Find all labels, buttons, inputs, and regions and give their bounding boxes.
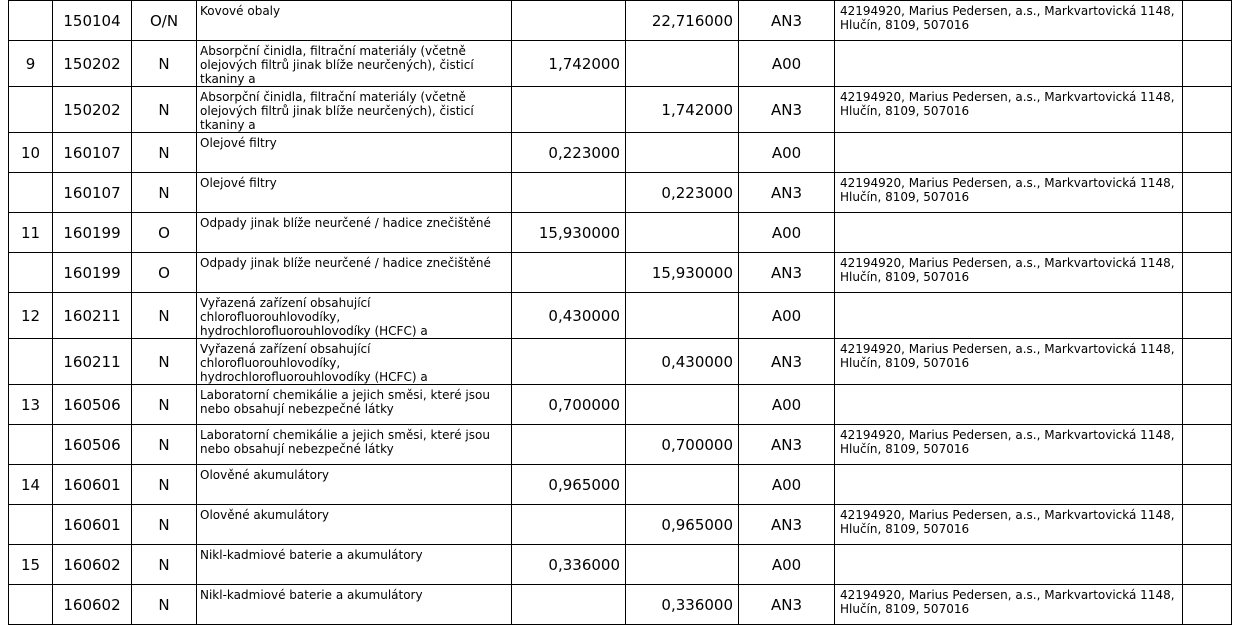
partner-info-cell <box>835 87 1183 133</box>
handling-code: A00 <box>771 395 802 414</box>
waste-code-cell <box>53 465 132 505</box>
waste-category-cell <box>132 41 197 87</box>
waste-code-cell <box>53 425 132 465</box>
quantity-transferred: 0,223000 <box>661 183 733 202</box>
quantity-produced: 0,336000 <box>548 555 620 574</box>
row-number-cell <box>9 87 53 133</box>
quantity-produced-cell <box>512 385 626 425</box>
waste-code-cell <box>53 385 132 425</box>
waste-code-cell <box>53 253 132 293</box>
table-row <box>9 213 1232 253</box>
quantity-produced: 15,930000 <box>538 223 620 242</box>
empty-cell-cell <box>1183 505 1232 545</box>
quantity-transferred: 22,716000 <box>651 11 733 30</box>
empty-cell-cell <box>1183 339 1232 385</box>
quantity-produced: 0,223000 <box>548 143 620 162</box>
waste-name-cell <box>197 41 512 87</box>
quantity-produced-cell <box>512 133 626 173</box>
waste-name: Olejové filtry <box>200 136 277 150</box>
waste-code: 150202 <box>63 100 121 119</box>
waste-name-cell <box>197 385 512 425</box>
handling-code: A00 <box>771 223 802 242</box>
waste-category-cell <box>132 425 197 465</box>
waste-code: 150104 <box>63 11 121 30</box>
quantity-transferred: 0,336000 <box>661 595 733 614</box>
quantity-transferred: 0,430000 <box>661 352 733 371</box>
handling-code-cell <box>739 339 835 385</box>
waste-category-cell <box>132 585 197 625</box>
partner-info: 42194920, Marius Pedersen, a.s., Markvartovická 1148, Hlučín, 8109, 507016 <box>840 342 1175 370</box>
waste-category: N <box>158 183 170 202</box>
handling-code-cell <box>739 213 835 253</box>
waste-name: Odpady jinak blíže neurčené / hadice znečištěné <box>200 216 491 230</box>
waste-code-cell <box>53 293 132 339</box>
row-number: 13 <box>20 395 41 414</box>
waste-category-cell <box>132 385 197 425</box>
quantity-produced-cell <box>512 505 626 545</box>
waste-category: O/N <box>149 11 179 30</box>
quantity-produced: 0,430000 <box>548 306 620 325</box>
waste-category-cell <box>132 253 197 293</box>
partner-info-cell <box>835 1 1183 41</box>
quantity-transferred-cell <box>626 425 739 465</box>
row-number: 11 <box>20 223 41 242</box>
table-row <box>9 87 1232 133</box>
waste-category: N <box>158 100 170 119</box>
row-number: 10 <box>20 143 41 162</box>
partner-info-cell <box>835 425 1183 465</box>
partner-info-cell <box>835 173 1183 213</box>
handling-code: A00 <box>771 54 802 73</box>
handling-code: AN3 <box>770 183 803 202</box>
quantity-produced-cell <box>512 213 626 253</box>
waste-records-table <box>8 0 1232 625</box>
waste-name: Olověné akumulátory <box>200 508 330 522</box>
waste-code: 160199 <box>63 263 121 282</box>
waste-code-cell <box>53 133 132 173</box>
waste-name: Laboratorní chemikálie a jejich směsi, které jsou nebo obsahují nebezpečné látky <box>200 388 490 416</box>
waste-name-cell <box>197 213 512 253</box>
quantity-transferred-cell <box>626 213 739 253</box>
waste-name-cell <box>197 87 512 133</box>
handling-code-cell <box>739 585 835 625</box>
waste-code-cell <box>53 87 132 133</box>
handling-code-cell <box>739 385 835 425</box>
waste-category-cell <box>132 87 197 133</box>
empty-cell-cell <box>1183 585 1232 625</box>
table-row <box>9 1 1232 41</box>
handling-code: AN3 <box>770 515 803 534</box>
waste-category-cell <box>132 505 197 545</box>
waste-code: 160506 <box>63 435 121 454</box>
row-number: 9 <box>25 54 36 73</box>
quantity-produced-cell <box>512 339 626 385</box>
quantity-produced: 0,965000 <box>548 475 620 494</box>
quantity-transferred-cell <box>626 41 739 87</box>
waste-name-cell <box>197 253 512 293</box>
waste-category-cell <box>132 213 197 253</box>
waste-name-cell <box>197 585 512 625</box>
waste-name-cell <box>197 465 512 505</box>
waste-category: N <box>158 306 170 325</box>
quantity-produced-cell <box>512 465 626 505</box>
waste-name: Olověné akumulátory <box>200 468 330 482</box>
partner-info-cell <box>835 585 1183 625</box>
waste-category-cell <box>132 173 197 213</box>
waste-code: 160107 <box>63 183 121 202</box>
quantity-produced-cell <box>512 585 626 625</box>
handling-code: AN3 <box>770 11 803 30</box>
empty-cell-cell <box>1183 253 1232 293</box>
quantity-transferred: 0,700000 <box>661 435 733 454</box>
waste-name: Olejové filtry <box>200 176 277 190</box>
handling-code-cell <box>739 173 835 213</box>
quantity-transferred: 15,930000 <box>651 263 733 282</box>
waste-category: N <box>158 475 170 494</box>
partner-info-cell <box>835 339 1183 385</box>
waste-category-cell <box>132 293 197 339</box>
waste-name-cell <box>197 133 512 173</box>
waste-category: N <box>158 352 170 371</box>
waste-code-cell <box>53 505 132 545</box>
waste-category-cell <box>132 339 197 385</box>
quantity-transferred-cell <box>626 133 739 173</box>
waste-code: 160211 <box>63 306 121 325</box>
quantity-produced-cell <box>512 253 626 293</box>
quantity-produced-cell <box>512 87 626 133</box>
handling-code: A00 <box>771 306 802 325</box>
waste-code: 150202 <box>63 54 121 73</box>
table-row <box>9 385 1232 425</box>
partner-info: 42194920, Marius Pedersen, a.s., Markvartovická 1148, Hlučín, 8109, 507016 <box>840 176 1175 204</box>
waste-code: 160211 <box>63 352 121 371</box>
handling-code: A00 <box>771 475 802 494</box>
empty-cell-cell <box>1183 133 1232 173</box>
handling-code-cell <box>739 87 835 133</box>
quantity-transferred-cell <box>626 465 739 505</box>
waste-code: 160199 <box>63 223 121 242</box>
empty-cell-cell <box>1183 293 1232 339</box>
table-row <box>9 253 1232 293</box>
handling-code-cell <box>739 425 835 465</box>
table-row <box>9 41 1232 87</box>
empty-cell-cell <box>1183 465 1232 505</box>
waste-code-cell <box>53 339 132 385</box>
empty-cell-cell <box>1183 425 1232 465</box>
partner-info: 42194920, Marius Pedersen, a.s., Markvartovická 1148, Hlučín, 8109, 507016 <box>840 256 1175 284</box>
quantity-transferred: 0,965000 <box>661 515 733 534</box>
table-row <box>9 293 1232 339</box>
table-row <box>9 339 1232 385</box>
waste-name: Nikl-kadmiové baterie a akumulátory <box>200 588 423 602</box>
partner-info-cell <box>835 505 1183 545</box>
partner-info: 42194920, Marius Pedersen, a.s., Markvartovická 1148, Hlučín, 8109, 507016 <box>840 588 1175 616</box>
partner-info-cell <box>835 253 1183 293</box>
waste-name: Kovové obaly <box>200 4 281 18</box>
quantity-transferred-cell <box>626 385 739 425</box>
handling-code-cell <box>739 253 835 293</box>
table-row <box>9 585 1232 625</box>
waste-category: N <box>158 143 170 162</box>
partner-info-cell <box>835 385 1183 425</box>
waste-code: 160602 <box>63 555 121 574</box>
row-number-cell <box>9 253 53 293</box>
row-number-cell <box>9 425 53 465</box>
row-number-cell <box>9 173 53 213</box>
empty-cell-cell <box>1183 1 1232 41</box>
handling-code: A00 <box>771 143 802 162</box>
waste-code: 160601 <box>63 475 121 494</box>
partner-info-cell <box>835 293 1183 339</box>
row-number-cell <box>9 213 53 253</box>
waste-name-cell <box>197 173 512 213</box>
waste-name: Vyřazená zařízení obsahující chlorofluorouhlovodíky, hydrochlorofluorouhlovodíky (HCFC) a <box>200 342 428 384</box>
partner-info: 42194920, Marius Pedersen, a.s., Markvartovická 1148, Hlučín, 8109, 507016 <box>840 90 1175 118</box>
quantity-transferred-cell <box>626 173 739 213</box>
quantity-produced-cell <box>512 1 626 41</box>
row-number-cell <box>9 385 53 425</box>
handling-code: AN3 <box>770 435 803 454</box>
quantity-transferred-cell <box>626 293 739 339</box>
handling-code-cell <box>739 41 835 87</box>
waste-category-cell <box>132 1 197 41</box>
partner-info-cell <box>835 213 1183 253</box>
quantity-transferred-cell <box>626 253 739 293</box>
waste-name: Absorpční činidla, filtrační materiály (včetně olejových filtrů jinak blíže neurčených), čisticí tkaniny a <box>200 44 474 86</box>
quantity-produced-cell <box>512 425 626 465</box>
waste-code-cell <box>53 41 132 87</box>
handling-code: AN3 <box>770 352 803 371</box>
handling-code: AN3 <box>770 100 803 119</box>
waste-category: O <box>158 223 170 242</box>
quantity-transferred-cell <box>626 585 739 625</box>
waste-code-cell <box>53 173 132 213</box>
handling-code-cell <box>739 505 835 545</box>
row-number-cell <box>9 41 53 87</box>
waste-code: 160602 <box>63 595 121 614</box>
waste-category: N <box>158 595 170 614</box>
partner-info-cell <box>835 465 1183 505</box>
partner-info: 42194920, Marius Pedersen, a.s., Markvartovická 1148, Hlučín, 8109, 507016 <box>840 508 1175 536</box>
waste-category-cell <box>132 465 197 505</box>
quantity-transferred-cell <box>626 505 739 545</box>
waste-category: N <box>158 54 170 73</box>
row-number-cell <box>9 465 53 505</box>
quantity-produced-cell <box>512 173 626 213</box>
waste-name: Odpady jinak blíže neurčené / hadice znečištěné <box>200 256 491 270</box>
table-row <box>9 425 1232 465</box>
waste-name-cell <box>197 1 512 41</box>
waste-name: Nikl-kadmiové baterie a akumulátory <box>200 548 423 562</box>
quantity-produced-cell <box>512 293 626 339</box>
waste-code-cell <box>53 1 132 41</box>
row-number-cell <box>9 293 53 339</box>
waste-name: Laboratorní chemikálie a jejich směsi, které jsou nebo obsahují nebezpečné látky <box>200 428 490 456</box>
table-row <box>9 465 1232 505</box>
empty-cell-cell <box>1183 213 1232 253</box>
empty-cell-cell <box>1183 87 1232 133</box>
partner-info: 42194920, Marius Pedersen, a.s., Markvartovická 1148, Hlučín, 8109, 507016 <box>840 428 1175 456</box>
quantity-transferred-cell <box>626 1 739 41</box>
empty-cell-cell <box>1183 385 1232 425</box>
partner-info-cell <box>835 41 1183 87</box>
waste-name: Absorpční činidla, filtrační materiály (včetně olejových filtrů jinak blíže neurčených), čisticí tkaniny a <box>200 90 474 132</box>
empty-cell-cell <box>1183 41 1232 87</box>
handling-code-cell <box>739 133 835 173</box>
row-number-cell <box>9 505 53 545</box>
waste-category: N <box>158 395 170 414</box>
handling-code: A00 <box>771 555 802 574</box>
waste-code-cell <box>53 585 132 625</box>
table-row <box>9 173 1232 213</box>
waste-code: 160601 <box>63 515 121 534</box>
waste-name-cell <box>197 293 512 339</box>
waste-category: N <box>158 555 170 574</box>
table-row <box>9 133 1232 173</box>
waste-name: Vyřazená zařízení obsahující chlorofluorouhlovodíky, hydrochlorofluorouhlovodíky (HCFC) a <box>200 296 428 338</box>
waste-name-cell <box>197 505 512 545</box>
row-number: 15 <box>20 555 41 574</box>
quantity-transferred-cell <box>626 339 739 385</box>
waste-category-cell <box>132 133 197 173</box>
quantity-produced-cell <box>512 41 626 87</box>
quantity-transferred-cell <box>626 87 739 133</box>
waste-code-cell <box>53 213 132 253</box>
waste-category: O <box>158 263 170 282</box>
row-number-cell <box>9 1 53 41</box>
empty-cell-cell <box>1183 173 1232 213</box>
waste-category: N <box>158 435 170 454</box>
table-row <box>9 505 1232 545</box>
row-number-cell <box>9 133 53 173</box>
handling-code-cell <box>739 465 835 505</box>
waste-code: 160506 <box>63 395 121 414</box>
quantity-transferred: 1,742000 <box>661 100 733 119</box>
handling-code: AN3 <box>770 263 803 282</box>
quantity-produced: 1,742000 <box>548 54 620 73</box>
handling-code: AN3 <box>770 595 803 614</box>
partner-info-cell <box>835 133 1183 173</box>
handling-code-cell <box>739 1 835 41</box>
quantity-produced: 0,700000 <box>548 395 620 414</box>
row-number-cell <box>9 585 53 625</box>
waste-code: 160107 <box>63 143 121 162</box>
row-number: 12 <box>20 306 41 325</box>
waste-category: N <box>158 515 170 534</box>
partner-info: 42194920, Marius Pedersen, a.s., Markvartovická 1148, Hlučín, 8109, 507016 <box>840 4 1175 32</box>
row-number-cell <box>9 339 53 385</box>
row-number: 14 <box>20 475 41 494</box>
waste-name-cell <box>197 425 512 465</box>
handling-code-cell <box>739 293 835 339</box>
waste-name-cell <box>197 339 512 385</box>
